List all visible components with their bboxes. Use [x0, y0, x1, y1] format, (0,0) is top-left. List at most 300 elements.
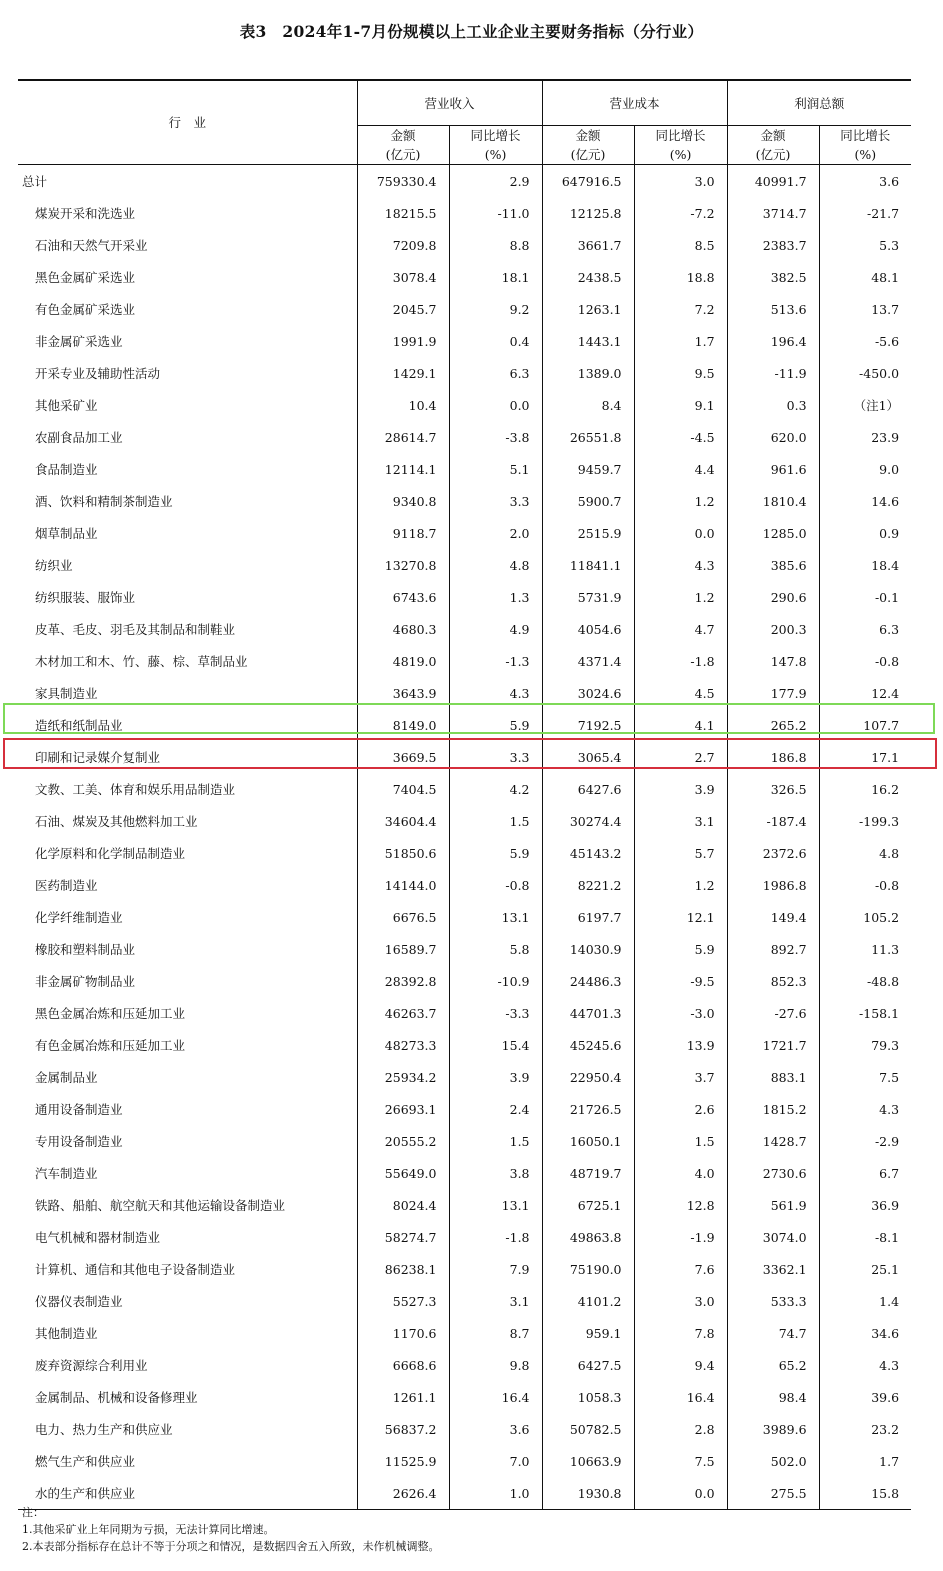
profit-amount-cell: -11.9	[727, 357, 819, 389]
profit-growth-cell: 18.4	[819, 549, 911, 581]
revenue-growth-cell: 2.9	[449, 165, 542, 198]
cost-growth-cell: -7.2	[634, 197, 727, 229]
revenue-growth-cell: 8.7	[449, 1317, 542, 1349]
profit-growth-cell: 17.1	[819, 741, 911, 773]
cost-growth-cell: -9.5	[634, 965, 727, 997]
cost-amount-cell: 3065.4	[542, 741, 634, 773]
revenue-amount-header	[357, 126, 449, 165]
revenue-amount-cell: 3643.9	[357, 677, 449, 709]
cost-amount-cell: 75190.0	[542, 1253, 634, 1285]
revenue-growth-cell: 18.1	[449, 261, 542, 293]
table-row	[18, 1093, 911, 1125]
table-row	[18, 229, 911, 261]
profit-group-header: 利润总额	[727, 80, 911, 126]
cost-amount-cell: 8221.2	[542, 869, 634, 901]
industry-name-cell: 仪器仪表制造业	[35, 1294, 123, 1309]
cost-growth-cell: 5.7	[634, 837, 727, 869]
revenue-growth-cell: 3.3	[449, 485, 542, 517]
cost-growth-cell: 4.4	[634, 453, 727, 485]
revenue-amount-cell: 86238.1	[357, 1253, 449, 1285]
profit-amount-cell: 1721.7	[727, 1029, 819, 1061]
industry-name-cell: 水的生产和供应业	[18, 1477, 357, 1510]
industry-name-cell: 非金属矿采选业	[35, 334, 123, 349]
revenue-amount-cell: 1991.9	[357, 325, 449, 357]
profit-amount-cell: 3362.1	[727, 1253, 819, 1285]
cost-growth-cell: 3.7	[634, 1061, 727, 1093]
profit-amount-cell: 2730.6	[727, 1157, 819, 1189]
cost-amount-cell: 1443.1	[542, 325, 634, 357]
table-row	[18, 1317, 911, 1349]
cost-amount-cell: 26551.8	[542, 421, 634, 453]
revenue-growth-cell: -3.3	[449, 997, 542, 1029]
profit-growth-cell: -0.1	[819, 581, 911, 613]
profit-growth-cell: -199.3	[819, 805, 911, 837]
profit-amount-cell: 275.5	[727, 1477, 819, 1510]
revenue-growth-cell: -10.9	[449, 965, 542, 997]
cost-growth-cell: 0.0	[634, 517, 727, 549]
profit-amount-cell: 74.7	[727, 1317, 819, 1349]
revenue-amount-cell: 7404.5	[357, 773, 449, 805]
table-row	[18, 517, 911, 549]
revenue-growth-cell: 4.3	[449, 677, 542, 709]
profit-amount-cell: 502.0	[727, 1445, 819, 1477]
revenue-amount-cell: 48273.3	[357, 1029, 449, 1061]
industry-name-cell: 汽车制造业	[35, 1166, 98, 1181]
profit-growth-cell: -5.6	[819, 325, 911, 357]
profit-amount-cell: 98.4	[727, 1381, 819, 1413]
table-row	[18, 1285, 911, 1317]
footnotes	[22, 1504, 440, 1555]
profit-growth-cell: 5.3	[819, 229, 911, 261]
cost-amount-cell: 2438.5	[542, 261, 634, 293]
industry-name-cell: 金属制品、机械和设备修理业	[35, 1390, 198, 1405]
cost-amount-cell: 16050.1	[542, 1125, 634, 1157]
profit-amount-cell: 290.6	[727, 581, 819, 613]
revenue-growth-cell: 3.8	[449, 1157, 542, 1189]
profit-growth-cell: 6.7	[819, 1157, 911, 1189]
profit-growth-cell: 107.7	[819, 709, 911, 741]
table-row	[18, 1061, 911, 1093]
cost-amount-cell: 3024.6	[542, 677, 634, 709]
revenue-growth-cell: 3.3	[449, 741, 542, 773]
revenue-growth-cell: 13.1	[449, 901, 542, 933]
table-row	[18, 421, 911, 453]
revenue-growth-cell: 2.4	[449, 1093, 542, 1125]
revenue-amount-cell: 46263.7	[357, 997, 449, 1029]
industry-name-cell: 纺织业	[35, 558, 73, 573]
revenue-amount-cell: 2626.4	[357, 1477, 449, 1510]
revenue-growth-header	[449, 126, 542, 165]
revenue-growth-cell: 9.2	[449, 293, 542, 325]
cost-amount-cell: 3661.7	[542, 229, 634, 261]
profit-amount-cell: 0.3	[727, 389, 819, 421]
cost-amount-cell: 4371.4	[542, 645, 634, 677]
profit-growth-cell: 6.3	[819, 613, 911, 645]
profit-growth-cell: 36.9	[819, 1189, 911, 1221]
revenue-amount-cell: 20555.2	[357, 1125, 449, 1157]
revenue-amount-cell: 12114.1	[357, 453, 449, 485]
profit-amount-cell: 382.5	[727, 261, 819, 293]
table-row	[18, 549, 911, 581]
revenue-amount-cell: 18215.5	[357, 197, 449, 229]
revenue-amount-cell: 9340.8	[357, 485, 449, 517]
revenue-growth-cell: 3.1	[449, 1285, 542, 1317]
revenue-growth-cell: -0.8	[449, 869, 542, 901]
profit-growth-cell: -2.9	[819, 1125, 911, 1157]
industry-name-cell: 石油和天然气开采业	[35, 238, 148, 253]
cost-growth-cell: -3.0	[634, 997, 727, 1029]
revenue-growth-cell: 5.1	[449, 453, 542, 485]
table-row	[18, 1381, 911, 1413]
industry-name-cell: 专用设备制造业	[35, 1134, 123, 1149]
industry-name-cell: 其他制造业	[35, 1326, 98, 1341]
revenue-growth-cell: -3.8	[449, 421, 542, 453]
revenue-growth-cell: 6.3	[449, 357, 542, 389]
revenue-amount-cell: 4819.0	[357, 645, 449, 677]
profit-growth-cell: 1.4	[819, 1285, 911, 1317]
profit-growth-cell: -0.8	[819, 869, 911, 901]
amount-unit: (亿元)	[385, 147, 421, 162]
table-row	[18, 1413, 911, 1445]
industry-name-cell: 医药制造业	[35, 878, 98, 893]
revenue-amount-cell: 58274.7	[357, 1221, 449, 1253]
table-row	[18, 1157, 911, 1189]
revenue-amount-cell: 1261.1	[357, 1381, 449, 1413]
table-row	[18, 741, 911, 773]
industry-name-cell: 皮革、毛皮、羽毛及其制品和制鞋业	[35, 622, 236, 637]
note-1: 1.其他采矿业上年同期为亏损，无法计算同比增速。	[22, 1523, 275, 1536]
cost-amount-cell: 49863.8	[542, 1221, 634, 1253]
cost-amount-cell: 30274.4	[542, 805, 634, 837]
table-row	[18, 1253, 911, 1285]
cost-growth-cell: 7.6	[634, 1253, 727, 1285]
industry-name-cell: 通用设备制造业	[35, 1102, 123, 1117]
industry-name-cell: 燃气生产和供应业	[35, 1454, 136, 1469]
table-row	[18, 709, 911, 741]
cost-growth-cell: 7.2	[634, 293, 727, 325]
revenue-amount-cell: 34604.4	[357, 805, 449, 837]
cost-growth-cell: 16.4	[634, 1381, 727, 1413]
table-row	[18, 901, 911, 933]
industry-name-cell: 电力、热力生产和供应业	[35, 1422, 173, 1437]
profit-amount-cell: 561.9	[727, 1189, 819, 1221]
cost-growth-cell: 12.1	[634, 901, 727, 933]
industry-name-cell: 黑色金属矿采选业	[35, 270, 136, 285]
table-row	[18, 389, 911, 421]
revenue-amount-cell: 9118.7	[357, 517, 449, 549]
profit-amount-cell: 892.7	[727, 933, 819, 965]
profit-amount-cell: 3074.0	[727, 1221, 819, 1253]
profit-amount-cell: 961.6	[727, 453, 819, 485]
cost-growth-cell: 4.7	[634, 613, 727, 645]
revenue-amount-cell: 3078.4	[357, 261, 449, 293]
profit-growth-cell: 3.6	[819, 165, 911, 198]
cost-growth-header	[634, 126, 727, 165]
profit-growth-cell: 4.8	[819, 837, 911, 869]
cost-amount-cell: 10663.9	[542, 1445, 634, 1477]
cost-amount-cell: 1389.0	[542, 357, 634, 389]
profit-growth-cell: 15.8	[819, 1477, 911, 1510]
revenue-growth-cell: 1.3	[449, 581, 542, 613]
revenue-growth-cell: 7.0	[449, 1445, 542, 1477]
industry-name-cell: 非金属矿物制品业	[35, 974, 136, 989]
table-row	[18, 581, 911, 613]
amount-unit: (亿元)	[755, 147, 791, 162]
profit-growth-cell: 11.3	[819, 933, 911, 965]
industry-column-header: 行 业	[18, 80, 357, 165]
financial-table-container	[18, 79, 911, 1510]
profit-amount-cell: 620.0	[727, 421, 819, 453]
table-row	[18, 357, 911, 389]
revenue-amount-cell: 28614.7	[357, 421, 449, 453]
amount-label: 金额	[390, 128, 416, 143]
amount-unit: (亿元)	[570, 147, 606, 162]
profit-amount-cell: 3989.6	[727, 1413, 819, 1445]
industry-name-cell: 金属制品业	[35, 1070, 98, 1085]
table-row	[18, 869, 911, 901]
table-row	[18, 1445, 911, 1477]
industry-name-cell: 有色金属矿采选业	[35, 302, 136, 317]
cost-amount-cell: 24486.3	[542, 965, 634, 997]
revenue-growth-cell: -1.3	[449, 645, 542, 677]
industry-name-cell: 总计	[22, 174, 48, 189]
profit-amount-cell: 186.8	[727, 741, 819, 773]
profit-growth-cell: 23.9	[819, 421, 911, 453]
table-row	[18, 197, 911, 229]
profit-growth-cell: 39.6	[819, 1381, 911, 1413]
cost-growth-cell: 7.8	[634, 1317, 727, 1349]
table-row	[18, 645, 911, 677]
revenue-amount-cell: 10.4	[357, 389, 449, 421]
cost-amount-cell: 21726.5	[542, 1093, 634, 1125]
table-title: 表3 2024年1-7月份规模以上工业企业主要财务指标（分行业）	[239, 22, 704, 41]
profit-growth-cell: 23.2	[819, 1413, 911, 1445]
cost-growth-cell: 9.4	[634, 1349, 727, 1381]
cost-amount-cell: 22950.4	[542, 1061, 634, 1093]
cost-growth-cell: 3.9	[634, 773, 727, 805]
revenue-amount-cell: 759330.4	[357, 165, 449, 198]
cost-amount-cell: 48719.7	[542, 1157, 634, 1189]
cost-amount-cell: 4054.6	[542, 613, 634, 645]
table-row	[18, 1349, 911, 1381]
table-body	[18, 165, 911, 1510]
cost-amount-cell: 50782.5	[542, 1413, 634, 1445]
cost-growth-cell: 3.1	[634, 805, 727, 837]
table-row	[18, 965, 911, 997]
profit-growth-cell: 34.6	[819, 1317, 911, 1349]
revenue-amount-cell: 7209.8	[357, 229, 449, 261]
cost-growth-cell: 2.6	[634, 1093, 727, 1125]
revenue-growth-cell: 4.9	[449, 613, 542, 645]
profit-amount-cell: 1815.2	[727, 1093, 819, 1125]
profit-amount-cell: 196.4	[727, 325, 819, 357]
revenue-growth-cell: 9.8	[449, 1349, 542, 1381]
cost-amount-cell: 7192.5	[542, 709, 634, 741]
revenue-amount-cell: 5527.3	[357, 1285, 449, 1317]
profit-amount-cell: 883.1	[727, 1061, 819, 1093]
profit-amount-cell: 200.3	[727, 613, 819, 645]
cost-amount-cell: 959.1	[542, 1317, 634, 1349]
growth-unit: (%)	[669, 147, 692, 162]
cost-growth-cell: 4.3	[634, 549, 727, 581]
cost-growth-cell: 12.8	[634, 1189, 727, 1221]
amount-label: 金额	[760, 128, 786, 143]
profit-amount-cell: 1810.4	[727, 485, 819, 517]
revenue-growth-cell: 1.5	[449, 805, 542, 837]
profit-amount-cell: 40991.7	[727, 165, 819, 198]
cost-growth-cell: 8.5	[634, 229, 727, 261]
industry-name-cell: 造纸和纸制品业	[35, 718, 123, 733]
table-row	[18, 997, 911, 1029]
industry-name-cell: 有色金属冶炼和压延加工业	[35, 1038, 186, 1053]
table-row	[18, 485, 911, 517]
revenue-amount-cell: 4680.3	[357, 613, 449, 645]
revenue-amount-cell: 55649.0	[357, 1157, 449, 1189]
profit-amount-cell: 1285.0	[727, 517, 819, 549]
cost-amount-cell: 6197.7	[542, 901, 634, 933]
cost-amount-cell: 8.4	[542, 389, 634, 421]
profit-amount-cell: 533.3	[727, 1285, 819, 1317]
table-row	[18, 1029, 911, 1061]
revenue-amount-cell: 26693.1	[357, 1093, 449, 1125]
industry-name-cell: 煤炭开采和洗选业	[35, 206, 136, 221]
profit-growth-cell: -21.7	[819, 197, 911, 229]
profit-amount-cell: 326.5	[727, 773, 819, 805]
profit-amount-cell: 3714.7	[727, 197, 819, 229]
profit-growth-cell: -48.8	[819, 965, 911, 997]
profit-amount-cell: 147.8	[727, 645, 819, 677]
cost-growth-cell: 4.1	[634, 709, 727, 741]
profit-growth-cell: 25.1	[819, 1253, 911, 1285]
revenue-amount-cell: 11525.9	[357, 1445, 449, 1477]
profit-growth-cell: 7.5	[819, 1061, 911, 1093]
revenue-amount-cell: 13270.8	[357, 549, 449, 581]
revenue-amount-cell: 6676.5	[357, 901, 449, 933]
revenue-growth-cell: 8.8	[449, 229, 542, 261]
table-row	[18, 837, 911, 869]
table-row	[18, 453, 911, 485]
cost-growth-cell: 4.0	[634, 1157, 727, 1189]
table-row	[18, 613, 911, 645]
profit-amount-cell: 852.3	[727, 965, 819, 997]
revenue-growth-cell: 0.4	[449, 325, 542, 357]
table-row	[18, 805, 911, 837]
revenue-amount-cell: 6743.6	[357, 581, 449, 613]
industry-name-cell: 木材加工和木、竹、藤、棕、草制品业	[35, 654, 248, 669]
notes-heading: 注：	[22, 1506, 44, 1519]
cost-growth-cell: 1.5	[634, 1125, 727, 1157]
revenue-amount-cell: 16589.7	[357, 933, 449, 965]
profit-growth-cell: -158.1	[819, 997, 911, 1029]
revenue-growth-cell: 13.1	[449, 1189, 542, 1221]
revenue-amount-cell: 3669.5	[357, 741, 449, 773]
revenue-growth-cell: 7.9	[449, 1253, 542, 1285]
cost-amount-cell: 1263.1	[542, 293, 634, 325]
industry-name-cell: 石油、煤炭及其他燃料加工业	[35, 814, 198, 829]
growth-label: 同比增长	[655, 128, 706, 143]
revenue-amount-cell: 1170.6	[357, 1317, 449, 1349]
cost-amount-cell: 45245.6	[542, 1029, 634, 1061]
profit-amount-cell: 2372.6	[727, 837, 819, 869]
table-row	[18, 1125, 911, 1157]
industry-name-cell: 开采专业及辅助性活动	[35, 366, 161, 381]
industry-name-cell: 废弃资源综合利用业	[35, 1358, 148, 1373]
revenue-growth-cell: 5.9	[449, 709, 542, 741]
revenue-growth-cell: -1.8	[449, 1221, 542, 1253]
profit-growth-cell: -0.8	[819, 645, 911, 677]
table-row	[18, 773, 911, 805]
revenue-amount-cell: 28392.8	[357, 965, 449, 997]
revenue-group-header: 营业收入	[357, 80, 542, 126]
revenue-growth-cell: 3.9	[449, 1061, 542, 1093]
profit-growth-cell: 0.9	[819, 517, 911, 549]
profit-growth-cell: 48.1	[819, 261, 911, 293]
cost-growth-cell: 0.0	[634, 1477, 727, 1510]
growth-unit: (%)	[484, 147, 507, 162]
industry-name-cell: 计算机、通信和其他电子设备制造业	[35, 1262, 236, 1277]
revenue-growth-cell: 16.4	[449, 1381, 542, 1413]
cost-growth-cell: 3.0	[634, 1285, 727, 1317]
profit-growth-cell: 9.0	[819, 453, 911, 485]
cost-amount-cell: 44701.3	[542, 997, 634, 1029]
cost-amount-cell: 6725.1	[542, 1189, 634, 1221]
industry-name-cell: 食品制造业	[35, 462, 98, 477]
revenue-amount-cell: 8149.0	[357, 709, 449, 741]
profit-growth-cell: 105.2	[819, 901, 911, 933]
growth-label: 同比增长	[840, 128, 891, 143]
cost-growth-cell: 7.5	[634, 1445, 727, 1477]
cost-growth-cell: -4.5	[634, 421, 727, 453]
cost-growth-cell: 9.5	[634, 357, 727, 389]
growth-label: 同比增长	[470, 128, 521, 143]
profit-growth-header	[819, 126, 911, 165]
cost-amount-cell: 647916.5	[542, 165, 634, 198]
cost-amount-cell: 5731.9	[542, 581, 634, 613]
cost-growth-cell: 2.8	[634, 1413, 727, 1445]
industry-name-cell: 化学原料和化学制品制造业	[35, 846, 186, 861]
industry-name-cell: 电气机械和器材制造业	[35, 1230, 161, 1245]
cost-growth-cell: 1.2	[634, 485, 727, 517]
cost-amount-cell: 14030.9	[542, 933, 634, 965]
cost-amount-cell: 1058.3	[542, 1381, 634, 1413]
revenue-amount-cell: 8024.4	[357, 1189, 449, 1221]
profit-amount-cell: -27.6	[727, 997, 819, 1029]
profit-amount-cell: 65.2	[727, 1349, 819, 1381]
profit-amount-cell: 149.4	[727, 901, 819, 933]
profit-growth-cell: （注1）	[819, 389, 911, 421]
industry-name-cell: 橡胶和塑料制品业	[35, 942, 136, 957]
table-row	[18, 1221, 911, 1253]
profit-amount-cell: -187.4	[727, 805, 819, 837]
industry-name-cell: 酒、饮料和精制茶制造业	[35, 494, 173, 509]
amount-label: 金额	[575, 128, 601, 143]
table-row	[18, 1189, 911, 1221]
cost-growth-cell: 4.5	[634, 677, 727, 709]
profit-amount-cell: 513.6	[727, 293, 819, 325]
cost-amount-cell: 1930.8	[542, 1477, 634, 1510]
profit-amount-cell: 1986.8	[727, 869, 819, 901]
financial-indicators-table	[18, 79, 911, 1510]
industry-name-cell: 化学纤维制造业	[35, 910, 123, 925]
revenue-growth-cell: 5.8	[449, 933, 542, 965]
cost-growth-cell: 1.2	[634, 869, 727, 901]
revenue-amount-cell: 2045.7	[357, 293, 449, 325]
table-row	[18, 677, 911, 709]
cost-growth-cell: -1.8	[634, 645, 727, 677]
industry-name-cell: 纺织服装、服饰业	[35, 590, 136, 605]
cost-amount-cell: 4101.2	[542, 1285, 634, 1317]
profit-growth-cell: 1.7	[819, 1445, 911, 1477]
